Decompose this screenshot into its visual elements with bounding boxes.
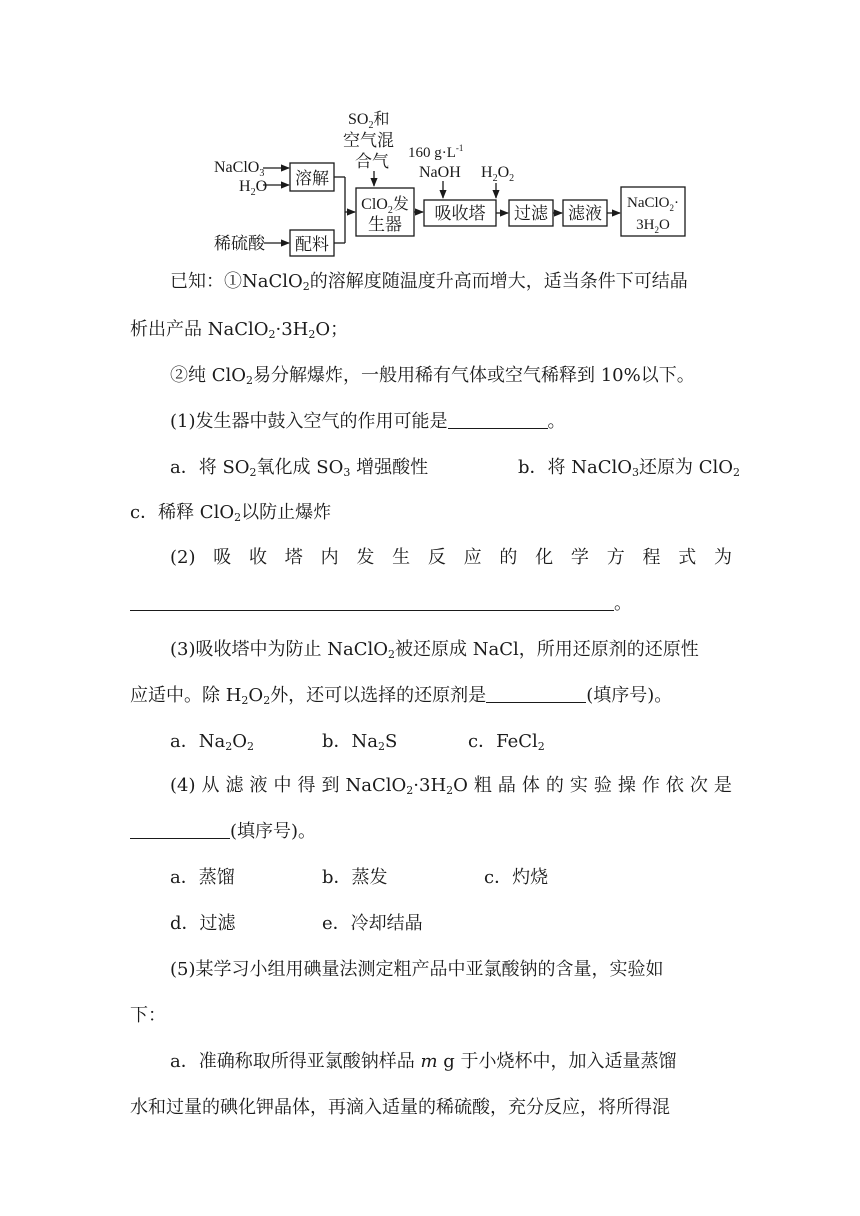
q4-option-b: b．蒸发 xyxy=(322,867,388,888)
filtrate-label: 滤液 xyxy=(568,204,602,223)
q1-option-a: a．将 $SO_2$氧化成 $SO_3$ 增强酸性 xyxy=(170,457,429,479)
q3-option-a: a．$Na_2O_2$ xyxy=(170,731,254,753)
question-2-answer-line: 。 xyxy=(130,592,632,616)
gas-mixture-label-line2: 空气混 xyxy=(343,131,394,150)
q4-option-c: c．灼烧 xyxy=(484,867,549,888)
q4-option-e: e．冷却结晶 xyxy=(322,913,423,934)
question-1: (1)发生器中鼓入空气的作用可能是 。 xyxy=(170,411,566,432)
gas-mixture-label-line3: 合气 xyxy=(355,152,389,171)
input-h2o-label: $H_2O$ xyxy=(239,178,268,198)
q3-option-b: b．$Na_2S$ xyxy=(322,731,398,753)
q1-option-c: c．稀释 ClO$_2$以防止爆炸 xyxy=(130,502,332,524)
q4-option-a: a．蒸馏 xyxy=(170,867,235,888)
input-naclo3-label: NaClO$_3$ xyxy=(214,159,265,179)
q5-step-a-line-2: 水和过量的碘化钾晶体，再滴入适量的稀硫酸，充分反应，将所得混 xyxy=(130,1097,670,1118)
q1-option-b: b．将 NaClO$_3$还原为 ClO$_2$ xyxy=(518,457,741,479)
process-flowchart xyxy=(0,0,860,270)
question-5-line-2: 下： xyxy=(130,1005,166,1026)
dissolve-label: 溶解 xyxy=(295,169,329,188)
naoh-concentration-label: 160 $g\cdot L^{-1}$ xyxy=(408,143,464,161)
q3-option-c: c．FeCl$_2$ xyxy=(468,731,545,753)
question-5-line-1: (5)某学习小组用碘量法测定粗产品中亚氯酸钠的含量，实验如 xyxy=(170,959,664,980)
q4-option-d: d．过滤 xyxy=(170,913,236,934)
question-3-line-1: (3)吸收塔中为防止 NaClO$_2$被还原成 NaCl，所用还原剂的还原性 xyxy=(170,639,699,661)
question-3-line-2: 应适中。除 $H_2O_2$外，还可以选择的还原剂是 (填序号)。 xyxy=(130,685,673,707)
generator-label-line2: 生器 xyxy=(368,215,402,234)
known-line-1: 已知：①NaClO$_2$的溶解度随温度升高而增大，适当条件下可结晶 xyxy=(170,271,688,293)
question-2: (2) 吸 收 塔 内 发 生 反 应 的 化 学 方 程 式 为 xyxy=(170,547,732,568)
mixing-label: 配料 xyxy=(295,235,329,254)
naoh-label: NaOH xyxy=(419,164,461,181)
gas-mixture-label-line1: $SO_2$和 xyxy=(348,111,390,131)
answer-blank-q2 xyxy=(130,592,614,611)
answer-blank-q1 xyxy=(448,410,548,429)
product-label-line1: NaClO$_2$· xyxy=(627,195,679,213)
product-label-line2: $3H_2O$ xyxy=(636,217,670,235)
filtration-label: 过滤 xyxy=(514,204,548,223)
generator-label-line1: ClO$_2$发 xyxy=(361,196,409,216)
q5-step-a-line-1: a．准确称取所得亚氯酸钠样品 m g 于小烧杯中，加入适量蒸馏 xyxy=(170,1051,677,1072)
known-line-2: 析出产品 $NaClO_2\cdot 3H_2O$； xyxy=(130,319,349,341)
known-line-3: ②纯 ClO$_2$易分解爆炸，一般用稀有气体或空气稀释到 10%以下。 xyxy=(170,365,695,387)
answer-blank-q4 xyxy=(130,820,230,839)
question-4-line-1: (4) 从 滤 液 中 得 到 $NaClO_2\cdot 3H_2O$ 粗 晶 体 的 实 验 操 作 依 次 是 xyxy=(170,775,732,797)
input-dilute-sulfuric-acid-label: 稀硫酸 xyxy=(214,234,265,253)
h2o2-label: $H_2O_2$ xyxy=(481,164,515,184)
question-4-line-2: (填序号)。 xyxy=(130,820,316,844)
absorption-tower-label: 吸收塔 xyxy=(434,204,486,223)
answer-blank-q3 xyxy=(486,684,586,703)
